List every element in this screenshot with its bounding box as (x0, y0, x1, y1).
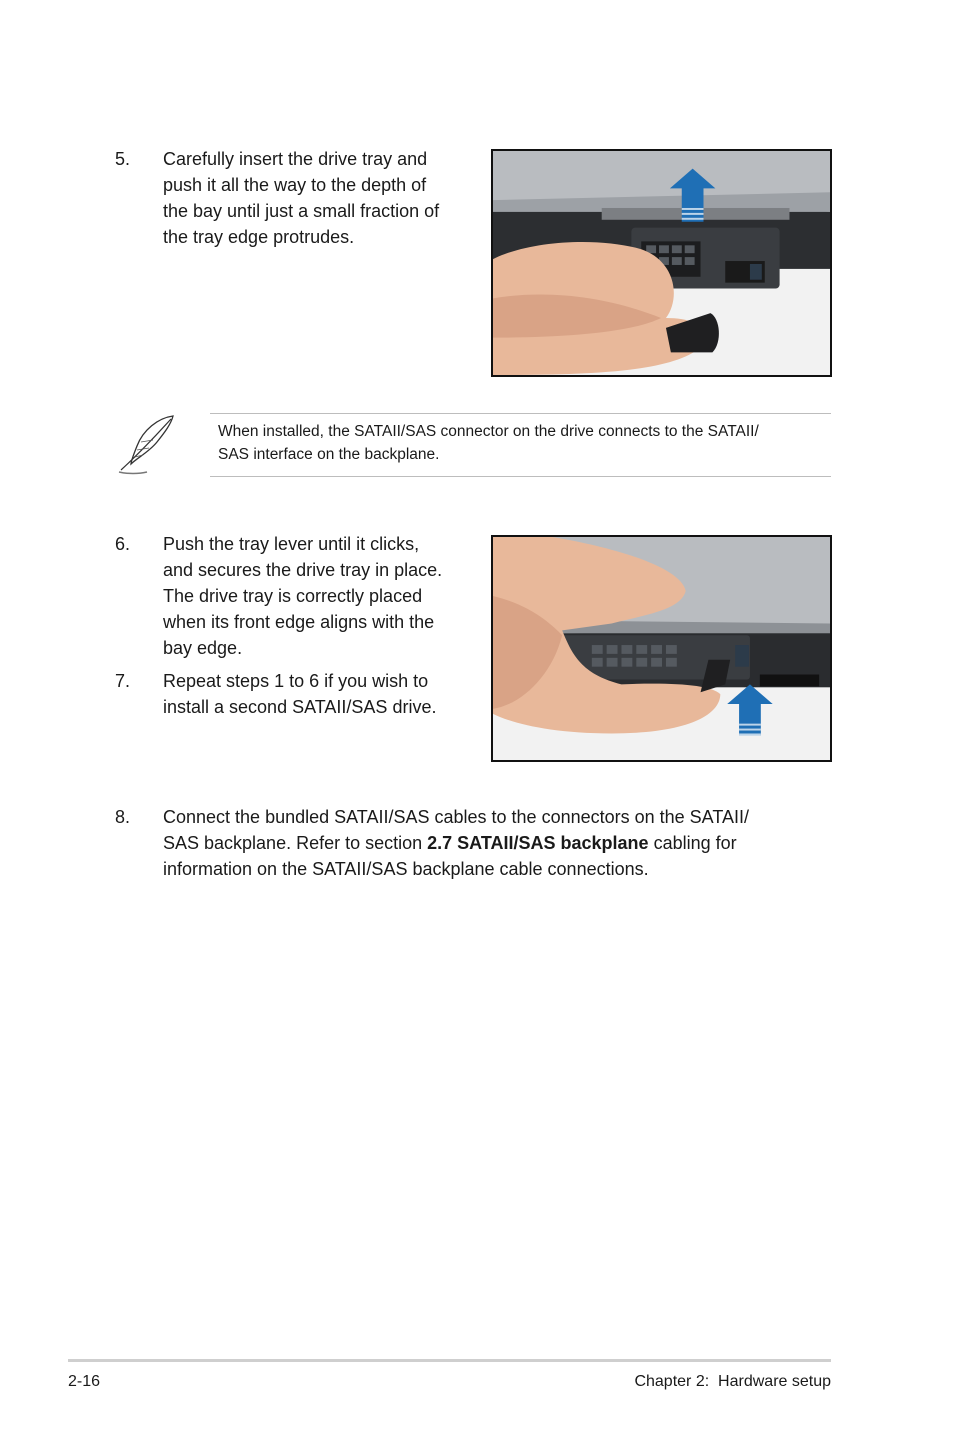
note-text (218, 420, 828, 466)
step-text (163, 146, 439, 250)
step-7 (115, 668, 485, 722)
step-text (163, 804, 835, 882)
step-line: The drive tray is correctly placed (163, 586, 423, 606)
step-line (163, 830, 835, 856)
note-line: When installed, the SATAII/SAS connector on the drive connects to the SATAII/ (218, 423, 759, 440)
note-top-rule (210, 413, 831, 414)
step-line-text: cabling for (648, 833, 737, 853)
step-line-text: SAS backplane. Refer to section (163, 833, 428, 853)
step-5 (115, 146, 475, 256)
step-line: push it all the way to the depth of (163, 175, 427, 195)
page-number: 2-16 (68, 1373, 101, 1390)
tray-lever-push-photo (491, 535, 832, 762)
step-number: 5. (115, 149, 131, 169)
step-6 (115, 531, 485, 663)
feather-pen-icon (113, 412, 181, 476)
step-text (163, 668, 436, 720)
step-line: Push the tray lever until it clicks, (163, 534, 420, 554)
step-number: 8. (115, 807, 131, 827)
step-text (163, 531, 442, 661)
note-bottom-rule (210, 476, 831, 477)
step-line: when its front edge aligns with the (163, 612, 435, 632)
step-line: and secures the drive tray in place. (163, 560, 443, 580)
step-line: install a second SATAII/SAS drive. (163, 697, 437, 717)
section-reference: 2.7 SATAII/SAS backplane (427, 833, 649, 853)
step-number: 7. (115, 671, 131, 691)
note-icon-wrap (113, 412, 181, 476)
step-line: bay edge. (163, 638, 243, 658)
step-8 (115, 804, 835, 884)
footer-rule (68, 1359, 831, 1362)
step-number: 6. (115, 534, 131, 554)
step-line: Carefully insert the drive tray and (163, 149, 428, 169)
step-line: information on the SATAII/SAS backplane cable connections. (163, 859, 649, 879)
step-line: Repeat steps 1 to 6 if you wish to (163, 671, 429, 691)
chapter-title: Chapter 2: Hardware setup (634, 1373, 831, 1390)
drive-tray-insert-photo (491, 149, 832, 377)
step-line: the tray edge protrudes. (163, 227, 355, 247)
step-line: Connect the bundled SATAII/SAS cables to the connectors on the SATAII/ (163, 807, 750, 827)
note-line: SAS interface on the backplane. (218, 446, 440, 463)
step-line: the bay until just a small fraction of (163, 201, 440, 221)
